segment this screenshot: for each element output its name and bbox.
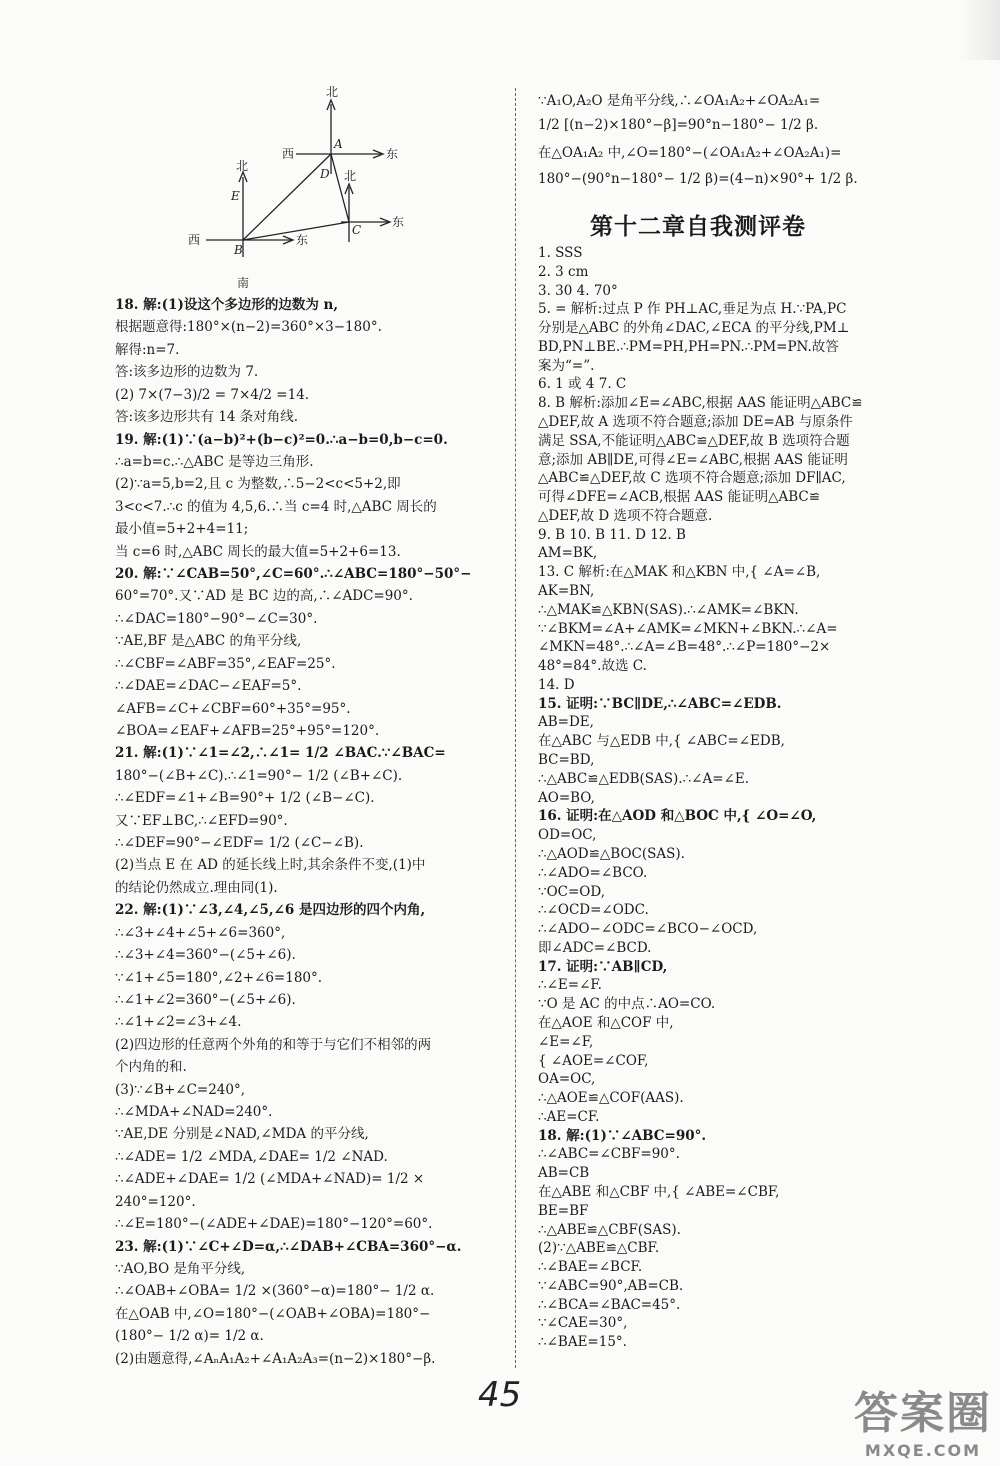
label-east-top: 东 bbox=[386, 147, 399, 161]
left-text-line: ∴∠ADE= 1/2 ∠MDA,∠DAE= 1/2 ∠NAD. bbox=[115, 1148, 388, 1165]
right-text-line: 分别是△ABC 的外角∠DAC,∠ECA 的平分线,PM⊥ bbox=[538, 320, 850, 337]
label-b: B bbox=[234, 243, 243, 257]
right-text-line: ∵OC=OD, bbox=[538, 883, 605, 900]
left-text-line: 根据题意得:180°×(n−2)=360°×3−180°. bbox=[115, 319, 382, 336]
right-text-line: OA=OC, bbox=[538, 1071, 596, 1088]
right-text-line: ∴∠ADO−∠ODC=∠BCO−∠OCD, bbox=[538, 921, 758, 938]
left-text-line: 20. 解:∵∠CAB=50°,∠C=60°.∴∠ABC=180°−50°− bbox=[115, 566, 472, 582]
left-text-line: ∵AE,DE 分别是∠NAD,∠MDA 的平分线, bbox=[115, 1126, 369, 1143]
right-text-line: BC=BD, bbox=[538, 752, 595, 769]
left-text-line: ∵∠1+∠5=180°,∠2+∠6=180°. bbox=[115, 969, 323, 986]
right-text-line: 2. 3 cm bbox=[538, 263, 589, 280]
label-d: D bbox=[320, 167, 330, 181]
watermark-logo: 答案圈 bbox=[854, 1388, 992, 1439]
right-text-line: ∴△ABC≌△EDB(SAS).∴∠A=∠E. bbox=[538, 770, 750, 787]
right-text-line: ∠E=∠F, bbox=[538, 1033, 594, 1050]
right-text-line: 3. 30 4. 70° bbox=[538, 282, 618, 299]
left-text-line: 240°=120°. bbox=[115, 1193, 196, 1210]
left-text-line: ∴∠3+∠4=360°−(∠5+∠6). bbox=[115, 947, 296, 964]
label-north-left: 北 bbox=[236, 159, 249, 173]
label-a: A bbox=[334, 137, 343, 151]
right-text-line: 在△OA₁A₂ 中,∠O=180°−(∠OA₁A₂+∠OA₂A₁)= bbox=[538, 145, 842, 161]
right-text-line: 48°=84°.故选 C. bbox=[538, 658, 647, 675]
page-number: 45 bbox=[478, 1375, 522, 1415]
label-south: 南 bbox=[237, 276, 250, 290]
left-text-line: 60°=70°.又∵AD 是 BC 边的高,∴∠ADC=90°. bbox=[115, 588, 413, 605]
right-text-line: AM=BK, bbox=[538, 545, 598, 562]
label-east-right: 东 bbox=[392, 215, 405, 229]
right-text-line: ∴∠BCA=∠BAC=45°. bbox=[538, 1296, 681, 1313]
right-text-line: △DEF,故 A 选项不符合题意;添加 DE=AB 与原条件 bbox=[538, 414, 853, 431]
right-text-line: (2)∵△ABE≌△CBF. bbox=[538, 1240, 660, 1257]
watermark bbox=[854, 1377, 992, 1460]
right-text-line: ∴△ABE≌△CBF(SAS). bbox=[538, 1221, 681, 1238]
right-text-line: 18. 解:(1)∵∠ABC=90°. bbox=[538, 1127, 707, 1144]
right-text-line: ∴∠OCD=∠ODC. bbox=[538, 902, 649, 919]
left-text-line: 21. 解:(1)∵∠1=∠2,∴∠1= 1/2 ∠BAC.∵∠BAC= bbox=[115, 745, 446, 762]
right-text-line: ∴∠E=∠F. bbox=[538, 977, 602, 994]
left-text-line: ∴∠DAE=∠DAC−∠EAF=5°. bbox=[115, 678, 302, 695]
right-text-line: ∵A₁O,A₂O 是角平分线,∴∠OA₁A₂+∠OA₂A₁= bbox=[538, 93, 821, 109]
right-text-line: ∴∠ADO=∠BCO. bbox=[538, 864, 648, 881]
left-text-line: (3)∵∠B+∠C=240°, bbox=[115, 1081, 246, 1098]
left-text-line: (2)当点 E 在 AD 的延长线上时,其余条件不变,(1)中 bbox=[115, 857, 426, 874]
right-text-line: 案为“=”. bbox=[538, 357, 595, 374]
left-text-line: ∴∠EDF=∠1+∠B=90°+ 1/2 (∠B−∠C). bbox=[115, 790, 375, 807]
right-text-line: ∴∠BAE=∠BCF. bbox=[538, 1259, 643, 1276]
right-text-line: ∴△AOE≌△COF(AAS). bbox=[538, 1090, 684, 1107]
right-text-line: 在△ABE 和△CBF 中,{ ∠ABE=∠CBF, bbox=[538, 1183, 780, 1200]
left-text-line: ∴a=b=c.∴△ABC 是等边三角形. bbox=[115, 453, 314, 470]
left-text-line: ∴∠OAB+∠OBA= 1/2 ×(360°−α)=180°− 1/2 α. bbox=[115, 1283, 435, 1300]
right-text-line: 5. = 解析:过点 P 作 PH⊥AC,垂足为点 H.∵PA,PC bbox=[538, 301, 847, 318]
left-text-line: 又∵EF⊥BC,∴∠EFD=90°. bbox=[115, 812, 288, 829]
column-divider bbox=[515, 88, 516, 1368]
left-text-line: ∴∠DAC=180°−90°−∠C=30°. bbox=[115, 610, 318, 627]
right-text-line: 14. D bbox=[538, 676, 575, 693]
left-text-line: 答:该多边形的边数为 7. bbox=[115, 364, 259, 381]
left-text-line: ∵AE,BF 是△ABC 的角平分线, bbox=[115, 633, 302, 650]
right-text-line: ∵∠CAE=30°, bbox=[538, 1315, 628, 1332]
left-text-line: ∴∠CBF=∠ABF=35°,∠EAF=25°. bbox=[115, 655, 336, 672]
left-text-line: 在△OAB 中,∠O=180°−(∠OAB+∠OBA)=180°− bbox=[115, 1305, 431, 1322]
right-text-line: ∵∠ABC=90°,AB=CB. bbox=[538, 1277, 684, 1294]
right-text-line: 意;添加 AB∥DE,可得∠E=∠ABC,根据 AAS 能证明 bbox=[538, 451, 848, 468]
label-north-top: 北 bbox=[326, 85, 339, 99]
left-text-line: ∠BOA=∠EAF+∠AFB=25°+95°=120°. bbox=[115, 722, 380, 739]
left-text-line: ∴∠DEF=90°−∠EDF= 1/2 (∠C−∠B). bbox=[115, 835, 364, 851]
label-north-mid: 北 bbox=[344, 169, 357, 183]
left-text-line: 23. 解:(1)∵∠C+∠D=α,∴∠DAB+∠CBA=360°−α. bbox=[115, 1238, 462, 1255]
left-text-line: 最小值=5+2+4=11; bbox=[115, 521, 249, 538]
left-text-line: 解得:n=7. bbox=[115, 341, 180, 358]
right-text-line: BD,PN⊥BE.∴PM=PH,PH=PN.∴PM=PN.故答 bbox=[538, 338, 839, 355]
right-text-line: BE=BF bbox=[538, 1202, 589, 1219]
right-text-line: ∵O 是 AC 的中点∴AO=CO. bbox=[538, 996, 716, 1013]
left-text-line: ∴∠MDA+∠NAD=240°. bbox=[115, 1104, 273, 1120]
left-text-line: ∵AO,BO 是角平分线, bbox=[115, 1260, 246, 1277]
segment-ac bbox=[331, 154, 349, 222]
right-text-line: 9. B 10. B 11. D 12. B bbox=[538, 526, 686, 543]
right-text-line: 180°−(90°n−180°− 1/2 β)=(4−n)×90°+ 1/2 β. bbox=[538, 171, 858, 187]
left-text-line: ∴∠3+∠4+∠5+∠6=360°, bbox=[115, 924, 286, 941]
right-text-line: △ABC≌△DEF,故 C 选项不符合题意;添加 DF∥AC, bbox=[538, 470, 846, 487]
right-text-line: ∴∠ABC=∠CBF=90°. bbox=[538, 1146, 680, 1163]
right-text-line: AB=DE, bbox=[538, 714, 594, 731]
label-west-bottom: 西 bbox=[188, 233, 201, 247]
right-text-line: { ∠AOE=∠COF, bbox=[538, 1052, 649, 1069]
left-text-line: (180°− 1/2 α)= 1/2 α. bbox=[115, 1328, 264, 1345]
right-text-line: AO=BO, bbox=[538, 789, 595, 806]
right-text-line: 1/2 [(n−2)×180°−β]=90°n−180°− 1/2 β. bbox=[538, 117, 819, 133]
direction-diagram bbox=[176, 82, 416, 292]
left-text-line: 22. 解:(1)∵∠3,∠4,∠5,∠6 是四边形的四个内角, bbox=[115, 902, 426, 919]
right-text-line: ∠MKN=48°.∴∠A=∠B=48°.∴∠P=180°−2× bbox=[538, 639, 831, 656]
right-text-line: 即∠ADC=∠BCD. bbox=[538, 939, 652, 956]
right-text-line: 15. 证明:∵BC∥DE,∴∠ABC=∠EDB. bbox=[538, 695, 782, 712]
right-text-line: 1. SSS bbox=[538, 245, 583, 261]
right-text-line: ∵∠BKM=∠A+∠AMK=∠MKN+∠BKN.∴∠A= bbox=[538, 620, 838, 637]
label-c: C bbox=[352, 223, 362, 237]
right-text-line: ∴∠BAE=15°. bbox=[538, 1334, 627, 1351]
right-text-line: ∴△MAK≌△KBN(SAS).∴∠AMK=∠BKN. bbox=[538, 601, 799, 618]
left-text-line: ∴∠ADE+∠DAE= 1/2 (∠MDA+∠NAD)= 1/2 × bbox=[115, 1171, 425, 1188]
right-text-line: 满足 SSA,不能证明△ABC≌△DEF,故 B 选项符合题 bbox=[538, 432, 850, 449]
right-text-line: OD=OC, bbox=[538, 827, 597, 844]
left-text-line: (2)由题意得,∠AₙA₁A₂+∠A₁A₂A₃=(n−2)×180°−β. bbox=[115, 1350, 436, 1367]
left-text-line: 180°−(∠B+∠C).∴∠1=90°− 1/2 (∠B+∠C). bbox=[115, 767, 403, 784]
watermark-url: MXQE.COM bbox=[864, 1441, 982, 1460]
left-text-line: ∴∠1+∠2=360°−(∠5+∠6). bbox=[115, 991, 296, 1008]
label-e: E bbox=[231, 189, 240, 203]
section-title: 第十二章自我测评卷 bbox=[590, 214, 806, 240]
left-text-line: 19. 解:(1)∵(a−b)²+(b−c)²=0.∴a−b=0,b−c=0. bbox=[115, 431, 448, 448]
right-text-line: 8. B 解析:添加∠E=∠ABC,根据 AAS 能证明△ABC≌ bbox=[538, 395, 863, 412]
page-corner-shadow bbox=[960, 0, 1000, 60]
label-west-top: 西 bbox=[282, 147, 295, 161]
right-text-line: 16. 证明:在△AOD 和△BOC 中,{ ∠O=∠O, bbox=[538, 808, 817, 825]
left-text-line: 的结论仍然成立.理由同(1). bbox=[115, 879, 278, 896]
left-text-line: (2)∵a=5,b=2,且 c 为整数,∴5−2<c<5+2,即 bbox=[115, 476, 401, 493]
left-text-line: 答:该多边形共有 14 条对角线. bbox=[115, 409, 299, 426]
right-text-line: 13. C 解析:在△MAK 和△KBN 中,{ ∠A=∠B, bbox=[538, 564, 821, 581]
right-text-line: ∴AE=CF. bbox=[538, 1108, 600, 1125]
right-text-line: 在△ABC 与△EDB 中,{ ∠ABC=∠EDB, bbox=[538, 733, 785, 750]
left-text-line: ∴∠1+∠2=∠3+∠4. bbox=[115, 1014, 242, 1031]
right-text-line: 6. 1 或 4 7. C bbox=[538, 376, 627, 393]
right-text-line: 在△AOE 和△COF 中, bbox=[538, 1014, 674, 1031]
right-text-line: 可得∠DFE=∠ACB,根据 AAS 能证明△ABC≌ bbox=[538, 489, 821, 506]
left-text-line: (2)四边形的任意两个外角的和等于与它们不相邻的两 bbox=[115, 1036, 432, 1053]
left-text-line: 18. 解:(1)设这个多边形的边数为 n, bbox=[115, 297, 339, 313]
left-text-line: ∠AFB=∠C+∠CBF=60°+35°=95°. bbox=[115, 700, 351, 717]
left-text-line: ∴∠E=180°−(∠ADE+∠DAE)=180°−120°=60°. bbox=[115, 1216, 433, 1233]
left-text-line: 个内角的和. bbox=[115, 1059, 187, 1076]
left-text-line: 当 c=6 时,△ABC 周长的最大值=5+2+6=13. bbox=[115, 543, 401, 560]
right-text-line: 17. 证明:∵AB∥CD, bbox=[538, 958, 668, 975]
left-text-line: 3<c<7.∴c 的值为 4,5,6.∴当 c=4 时,△ABC 周长的 bbox=[115, 498, 437, 515]
right-text-line: AK=BN, bbox=[538, 583, 595, 600]
left-text-line: (2) 7×(7−3)/2 = 7×4/2 =14. bbox=[115, 386, 310, 403]
right-text-line: △DEF,故 D 选项不符合题意. bbox=[538, 507, 713, 524]
right-text-line: ∴△AOD≌△BOC(SAS). bbox=[538, 845, 685, 862]
right-text-line: AB=CB bbox=[538, 1165, 590, 1182]
label-east-bottom: 东 bbox=[296, 233, 309, 247]
